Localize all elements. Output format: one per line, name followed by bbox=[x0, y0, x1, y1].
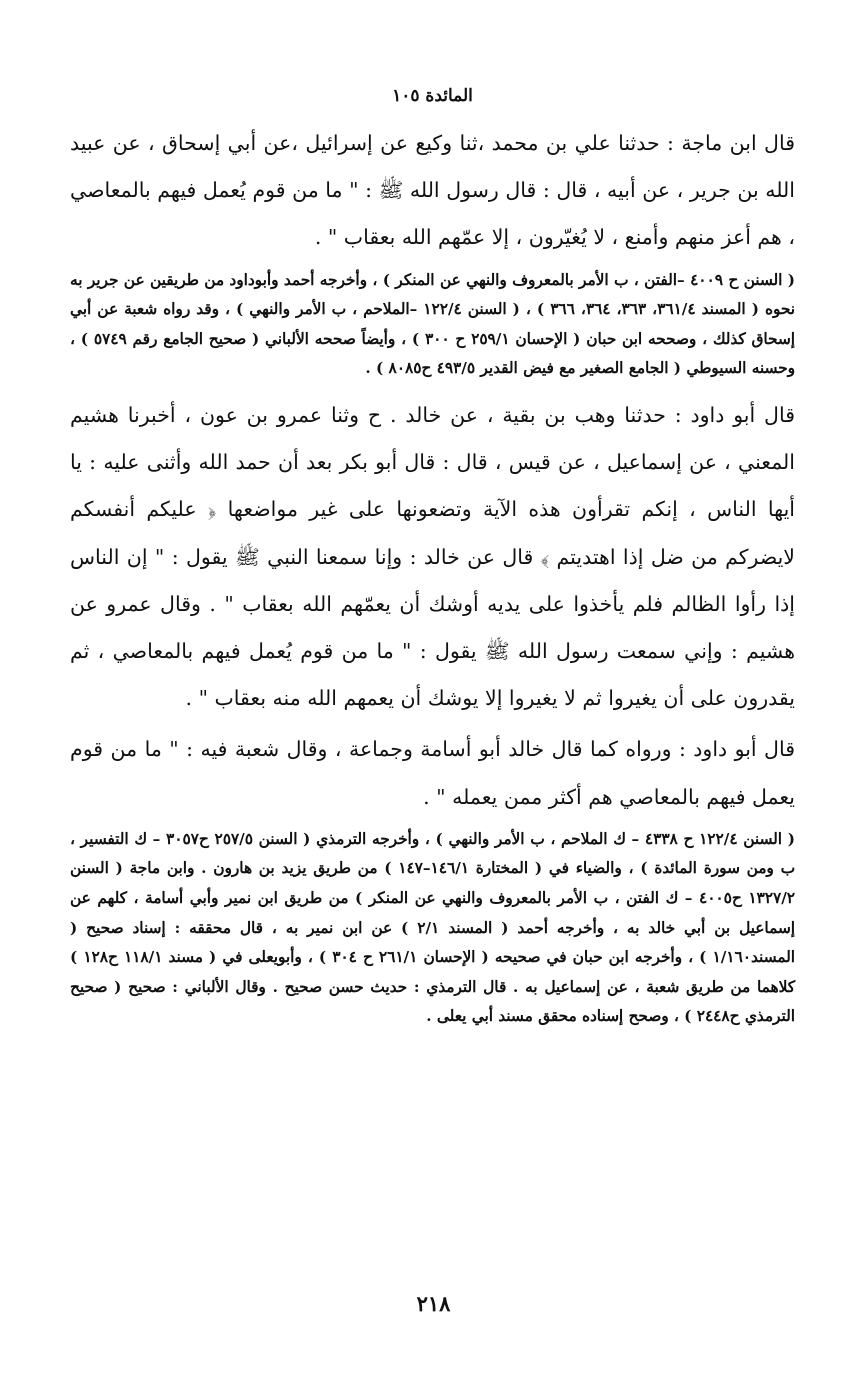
footnote-takhrij-1: ( السنن ح ٤٠٠٩ –الفتن ، ب الأمر بالمعروف والنهي عن المنكر ) ، وأخرجه أحمد وأبوداود من طريقين عن جرير به نحوه ( المسند ٣٦١/٤، ٣٦٣، ٣٦٤، ٣٦٦ ) ، ( السنن ١٢٢/٤ –الملاحم ، ب الأمر والنهي ) ، وقد رواه شعبة عن أبي إسحاق كذلك ، وصححه ابن حبان ( الإحسان ٢٥٩/١ ح ٣٠٠ ) ، وأيضاً صححه الألباني ( صحيح الجامع رقم ٥٧٤٩ ) ، وحسنه السيوطي ( الجامع الصغير مع فيض القدير ٤٩٣/٥ ح٨٠٨٥ ) . bbox=[70, 270, 796, 378]
hadith-paragraph-shuba: قال أبو داود : ورواه كما قال خالد أبو أسامة وجماعة ، وقال شعبة فيه : " ما من قوم يعمل فيهم بالمعاصي هم أكثر ممن يعمله " . bbox=[70, 737, 795, 809]
footnote-takhrij-2: ( السنن ١٢٢/٤ ح ٤٣٣٨ – ك الملاحم ، ب الأمر والنهي ) ، وأخرجه الترمذي ( السنن ٢٥٧/٥ ح٣٠٥٧ – ك التفسير ، ب ومن سورة المائدة ) ، والضياء في ( المختارة ١٤٦/١–١٤٧ ) من طريق يزيد بن هارون . وابن ماجة ( السنن ١٣٢٧/٢ ح٤٠٠٥ – ك الفتن ، ب الأمر بالمعروف والنهي عن المنكر ) من طريق ابن نمير وأبي أسامة ، كلهم عن إسماعيل بن أبي خالد به ، وأخرجه أحمد ( المسند ٢/١ ) عن ابن نمير به ، قال محققه : إسناد صحيح ( المسند١/١٦٠ ) ، وأخرجه ابن حبان في صحيحه ( الإحسان ٢٦١/١ ح ٣٠٤ ) ، وأبويعلى في ( مسند ١١٨/١ ح١٢٨ ) كلاهما من طريق شعبة ، عن إسماعيل به . قال الترمذي : حديث حسن صحيح . وقال الألباني : صحيح ( صحيح الترمذي ح٢٤٤٨ ) ، وصحح إسناده محقق مسند أبي يعلى . bbox=[70, 829, 796, 1026]
hadith-paragraph-ibn-majah: قال ابن ماجة : حدثنا علي بن محمد ،ثنا وكيع عن إسرائيل ،عن أبي إسحاق ، عن عبيد الله بن جرير ، عن أبيه ، قال : قال رسول الله ﷺ : " ما من قوم يُعمل فيهم بالمعاصي ، هم أعز منهم وأمنع ، لا يُغيّرون ، إلا عمّهم الله بعقاب " . bbox=[70, 131, 795, 250]
hadith-paragraph-abu-dawud: قال أبو داود : حدثنا وهب بن بقية ، عن خالد . ح وثنا عمرو بن عون ، أخبرنا هشيم المعني ، عن إسماعيل ، عن قيس ، قال : قال أبو بكر بعد أن حمد الله وأثنى عليه : يا أيها الناس ، إنكم تقرأون هذه الآية وتضعونها على غير مواضعها ﴿ عليكم أنفسكم لايضركم من ضل إذا اهتديتم ﴾ قال عن خالد : وإنا سمعنا النبي ﷺ يقول : " إن الناس إذا رأوا الظالم فلم يأخذوا على يديه أوشك أن يعمّهم الله بعقاب " . وقال عمرو عن هشيم : وإني سمعت رسول الله ﷺ يقول : " ما من قوم يُعمل فيهم بالمعاصي ، ثم يقدرون على أن يغيروا ثم لا يغيروا إلا يوشك أن يعمهم الله منه بعقاب " . bbox=[70, 402, 795, 711]
running-header: المائدة ١٠٥ bbox=[392, 86, 473, 106]
page-number: ٢١٨ bbox=[416, 1291, 451, 1316]
page-body bbox=[70, 86, 795, 1040]
